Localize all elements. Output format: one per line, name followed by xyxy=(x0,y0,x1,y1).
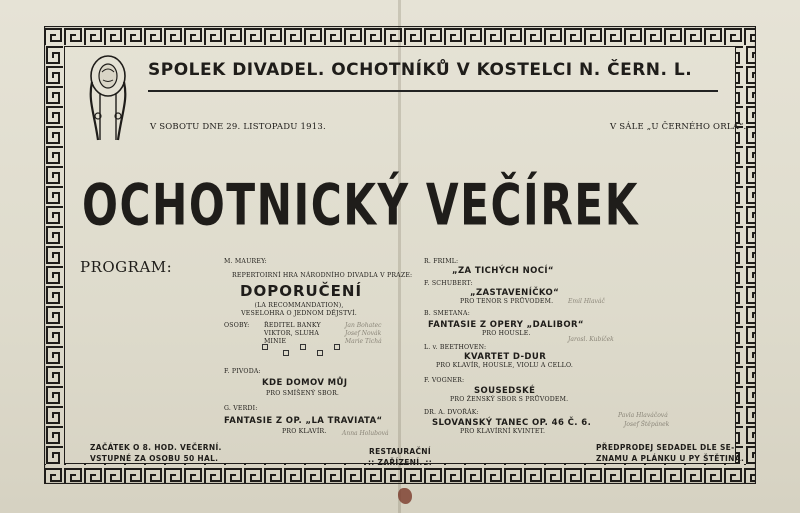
wax-seal-stain xyxy=(398,488,412,504)
art-nouveau-emblem-icon xyxy=(80,52,136,144)
handwritten-note: Jan Bohatec xyxy=(345,322,382,329)
author-maurey: M. MAUREY: xyxy=(224,258,267,265)
persons-label: OSOBY: xyxy=(224,322,250,329)
song-dalibor-sub: PRO HOUSLE. xyxy=(482,330,531,337)
footer-start-time: ZAČÁTEK O 8. HOD. VEČERNÍ. xyxy=(90,443,222,452)
song-zastavenicko-sub: PRO TENOR S PRŮVODEM. xyxy=(460,298,554,305)
play-title: DOPORUČENÍ xyxy=(240,282,363,300)
play-subtitle: (LA RECOMMANDATION), xyxy=(254,302,344,309)
header-rule xyxy=(148,90,718,92)
author-smetana: B. SMETANA: xyxy=(424,310,470,317)
footer-presale-1: PŘEDPRODEJ SEDADEL DLE SE- xyxy=(596,443,735,452)
ornament-square xyxy=(262,344,268,350)
repertoire-note: REPERTOIRNÍ HRA NÁRODNÍHO DIVADLA V PRAZE: xyxy=(232,272,413,279)
play-genre: VESELOHRA O JEDNOM DĚJSTVÍ. xyxy=(241,310,357,317)
author-beethoven: L. v. BEETHOVEN: xyxy=(424,344,487,351)
handwritten-note: Anna Holubová xyxy=(342,430,389,437)
song-za-tichych-noci: „ZA TICHÝCH NOCÍ“ xyxy=(452,266,554,276)
person-minie: MINIE xyxy=(264,338,287,345)
poster-title: OCHOTNICKÝ VEČÍREK xyxy=(82,172,639,240)
event-venue: V SÁLE „U ČERNÉHO ORLA“. xyxy=(610,122,747,132)
song-kvartet-sub: PRO KLAVÍR, HOUSLE, VIOLU A CELLO. xyxy=(436,362,574,369)
handwritten-note: Josef Štěpánek xyxy=(624,421,670,428)
author-pivoda: F. PIVODA: xyxy=(224,368,261,375)
author-dvorak: DR. A. DVOŘÁK: xyxy=(424,409,479,416)
song-traviata: FANTASIE Z OP. „LA TRAVIATA“ xyxy=(224,416,383,426)
event-date: V SOBOTU DNE 29. LISTOPADU 1913. xyxy=(150,122,326,132)
handwritten-note: Jarosl. Kubíček xyxy=(568,336,614,343)
ornament-square xyxy=(317,350,323,356)
footer-presale-2: ZNAMU A PLÁNKU U PY ŠTĚTINA. xyxy=(596,454,745,463)
club-name: SPOLEK DIVADEL. OCHOTNÍKŮ V KOSTELCI N. ČERN. L. xyxy=(148,60,693,80)
handwritten-note: Pavla Hlaváčová xyxy=(618,412,668,419)
song-kde-domov: KDE DOMOV MŮJ xyxy=(262,378,348,388)
handwritten-note: Josef Novák xyxy=(345,330,382,337)
song-sousedske-sub: PRO ŽENSKÝ SBOR S PRŮVODEM. xyxy=(450,396,569,403)
song-zastavenicko: „ZASTAVENÍČKO“ xyxy=(470,288,560,298)
person-director: ŘEDITEL BANKY xyxy=(264,322,321,329)
footer-admission: VSTUPNÉ ZA OSOBU 50 HAL. xyxy=(90,454,219,463)
footer-presale xyxy=(596,442,744,464)
ornament-square xyxy=(334,344,340,350)
footer-restaurant-2: :: ZAŘÍZENÍ. :: xyxy=(367,458,432,467)
ornament-square xyxy=(300,344,306,350)
footer-start xyxy=(90,442,222,464)
song-kde-domov-sub: PRO SMÍŠENÝ SBOR. xyxy=(266,390,340,397)
author-vogner: F. VOGNER: xyxy=(424,377,465,384)
program-label: PROGRAM: xyxy=(80,258,173,276)
song-sousedske: SOUSEDSKÉ xyxy=(474,386,536,396)
footer-restaurant-1: RESTAURAČNÍ xyxy=(369,447,431,456)
song-slovansky-tanec: SLOVANSKÝ TANEC OP. 46 Č. 6. xyxy=(432,418,592,428)
ornament-square xyxy=(283,350,289,356)
author-friml: R. FRIML: xyxy=(424,258,459,265)
author-verdi: G. VERDI: xyxy=(224,405,258,412)
song-kvartet: KVARTET D-DUR xyxy=(464,352,547,362)
song-slovansky-tanec-sub: PRO KLAVÍRNÍ KVINTET. xyxy=(460,428,546,435)
handwritten-note: Marie Tichá xyxy=(345,338,382,345)
person-viktor: VIKTOR, SLUHA xyxy=(264,330,320,337)
footer-restaurant xyxy=(360,446,440,468)
author-schubert: F. SCHUBERT: xyxy=(424,280,473,287)
handwritten-note: Emil Hlaváč xyxy=(568,298,605,305)
song-traviata-sub: PRO KLAVÍR. xyxy=(282,428,327,435)
song-dalibor: FANTASIE Z OPERY „DALIBOR“ xyxy=(428,320,584,330)
